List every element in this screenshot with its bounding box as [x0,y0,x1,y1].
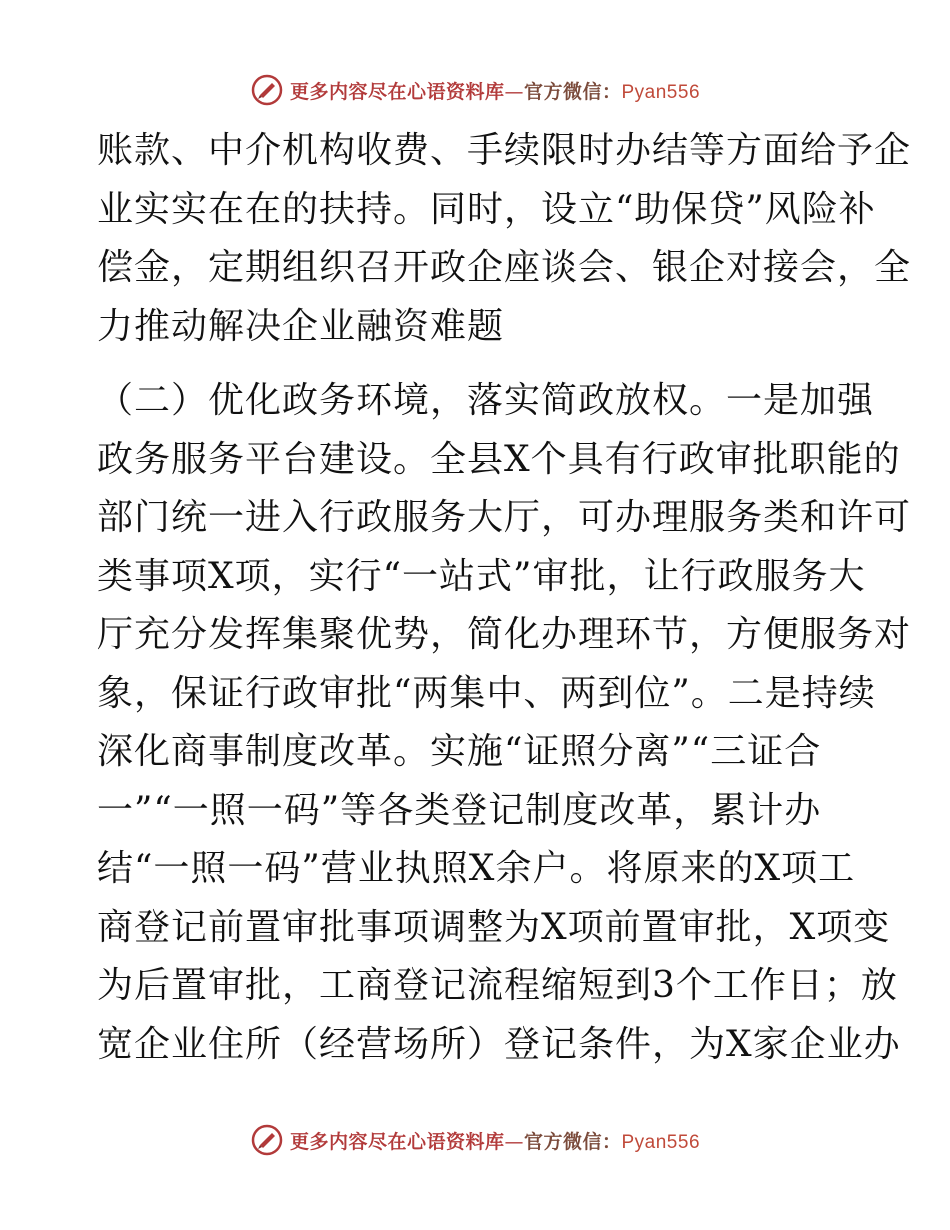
text-line: 业实实在在的扶持。同时，设立“助保贷”风险补 [97,188,876,230]
text-line: （二）优化政务环境，落实简政放权。一是加强 [97,380,875,421]
text-line: 部门统一进入行政服务大厅，可办理服务类和许可 [97,497,912,538]
brand-logo-icon [250,1123,284,1157]
text-line: 一”“一照一码”等各类登记制度改革，累计办 [97,789,822,831]
text-line: 厅充分发挥集聚优势，简化办理环节，方便服务对 [97,614,912,655]
watermark-id: Pyan556 [621,1131,701,1153]
text-line: 账款、中介机构收费、手续限时办结等方面给予企 [97,130,912,171]
text-line: 象，保证行政审批“两集中、两到位”。二是持续 [97,672,876,714]
paragraph-2 [97,372,912,1074]
text-line: 深化商事制度改革。实施“证照分离”“三证合 [97,731,822,772]
text-line: 为后置审批，工商登记流程缩短到3个工作日；放 [97,965,898,1006]
text-line: 商登记前置审批事项调整为X项前置审批，X项变 [97,906,891,948]
watermark-text [290,1127,700,1154]
text-line: 政务服务平台建设。全县X个具有行政审批职能的 [97,438,901,480]
text-line: 结“一照一码”营业执照X余户。将原来的X项工 [97,848,856,889]
footer-watermark [0,1120,950,1160]
text-line: 力推动解决企业融资难题 [97,305,505,347]
watermark-text [290,77,700,104]
watermark-sub: 官方微信： [523,80,622,103]
document-body [97,122,912,1074]
text-line: 宽企业住所（经营场所）登记条件，为X家企业办 [97,1023,901,1065]
text-line: 类事项X项，实行“一站式”审批，让行政服务大 [97,555,866,597]
watermark-id: Pyan556 [621,81,701,103]
paragraph-1 [97,122,912,356]
brand-logo-icon [250,73,284,107]
watermark-sub: 官方微信： [523,1130,622,1153]
text-line: 偿金，定期组织召开政企座谈会、银企对接会，全 [97,247,912,288]
header-watermark [0,70,950,110]
watermark-main: 更多内容尽在心语资料库 [289,80,505,103]
watermark-dash: — [504,1130,524,1153]
watermark-main: 更多内容尽在心语资料库 [289,1130,505,1153]
watermark-dash: — [504,80,524,103]
